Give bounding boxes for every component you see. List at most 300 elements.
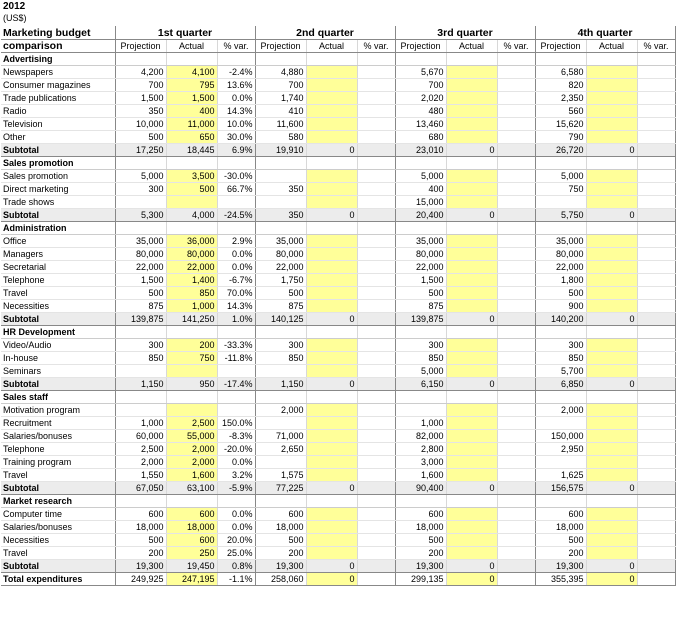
variance-cell[interactable] (497, 560, 535, 573)
variance-cell[interactable] (637, 66, 675, 79)
projection-cell[interactable]: 80,000 (535, 248, 586, 261)
variance-cell[interactable] (497, 456, 535, 469)
actual-cell[interactable] (306, 196, 357, 209)
projection-cell[interactable]: 5,000 (535, 170, 586, 183)
projection-cell[interactable]: 2,000 (115, 456, 166, 469)
variance-cell[interactable] (637, 404, 675, 417)
actual-cell[interactable] (306, 534, 357, 547)
actual-cell[interactable]: 950 (166, 378, 217, 391)
actual-cell[interactable] (586, 170, 637, 183)
actual-cell[interactable] (586, 352, 637, 365)
actual-cell[interactable] (586, 365, 637, 378)
variance-cell[interactable] (357, 469, 395, 482)
actual-cell[interactable] (446, 534, 497, 547)
actual-cell[interactable] (306, 430, 357, 443)
projection-cell[interactable]: 139,875 (115, 313, 166, 326)
projection-cell[interactable] (255, 170, 306, 183)
actual-cell[interactable] (586, 456, 637, 469)
projection-cell[interactable]: 6,580 (535, 66, 586, 79)
actual-cell[interactable] (446, 79, 497, 92)
projection-cell[interactable]: 875 (255, 300, 306, 313)
projection-cell[interactable]: 600 (115, 508, 166, 521)
projection-cell[interactable]: 820 (535, 79, 586, 92)
projection-cell[interactable]: 1,740 (255, 92, 306, 105)
variance-cell[interactable]: 0.0% (217, 521, 255, 534)
variance-cell[interactable]: -30.0% (217, 170, 255, 183)
actual-cell[interactable]: 200 (166, 339, 217, 352)
variance-cell[interactable]: -17.4% (217, 378, 255, 391)
variance-cell[interactable] (357, 196, 395, 209)
actual-cell[interactable] (446, 547, 497, 560)
variance-cell[interactable] (357, 209, 395, 222)
variance-cell[interactable] (637, 521, 675, 534)
actual-cell[interactable] (306, 521, 357, 534)
projection-cell[interactable]: 140,125 (255, 313, 306, 326)
projection-cell[interactable]: 200 (115, 547, 166, 560)
variance-cell[interactable]: 20.0% (217, 534, 255, 547)
actual-cell[interactable] (306, 508, 357, 521)
actual-cell[interactable] (446, 248, 497, 261)
variance-cell[interactable] (637, 456, 675, 469)
variance-cell[interactable] (357, 235, 395, 248)
projection-cell[interactable]: 200 (255, 547, 306, 560)
variance-cell[interactable]: 0.0% (217, 248, 255, 261)
projection-cell[interactable]: 2,800 (395, 443, 446, 456)
variance-cell[interactable] (357, 118, 395, 131)
variance-cell[interactable]: 0.0% (217, 261, 255, 274)
projection-cell[interactable]: 580 (255, 131, 306, 144)
actual-cell[interactable] (586, 105, 637, 118)
projection-cell[interactable]: 22,000 (115, 261, 166, 274)
variance-cell[interactable] (357, 534, 395, 547)
variance-cell[interactable] (497, 248, 535, 261)
projection-cell[interactable]: 1,600 (395, 469, 446, 482)
projection-cell[interactable]: 18,000 (255, 521, 306, 534)
actual-cell[interactable]: 0 (586, 378, 637, 391)
projection-cell[interactable]: 500 (115, 131, 166, 144)
projection-cell[interactable]: 4,880 (255, 66, 306, 79)
actual-cell[interactable] (446, 365, 497, 378)
actual-cell[interactable]: 18,000 (166, 521, 217, 534)
variance-cell[interactable] (497, 547, 535, 560)
projection-cell[interactable]: 500 (395, 534, 446, 547)
variance-cell[interactable] (357, 508, 395, 521)
actual-cell[interactable] (306, 300, 357, 313)
projection-cell[interactable]: 71,000 (255, 430, 306, 443)
variance-cell[interactable] (357, 287, 395, 300)
projection-cell[interactable]: 1,500 (395, 274, 446, 287)
projection-cell[interactable]: 35,000 (115, 235, 166, 248)
actual-cell[interactable] (586, 196, 637, 209)
projection-cell[interactable]: 15,620 (535, 118, 586, 131)
projection-cell[interactable]: 600 (255, 508, 306, 521)
variance-cell[interactable] (497, 274, 535, 287)
actual-cell[interactable] (166, 365, 217, 378)
projection-cell[interactable] (395, 404, 446, 417)
projection-cell[interactable]: 258,060 (255, 573, 306, 586)
actual-cell[interactable]: 600 (166, 508, 217, 521)
actual-cell[interactable]: 4,000 (166, 209, 217, 222)
variance-cell[interactable]: 3.2% (217, 469, 255, 482)
projection-cell[interactable]: 19,300 (535, 560, 586, 573)
variance-cell[interactable] (497, 508, 535, 521)
projection-cell[interactable]: 500 (115, 287, 166, 300)
variance-cell[interactable] (497, 313, 535, 326)
actual-cell[interactable] (306, 456, 357, 469)
variance-cell[interactable] (637, 274, 675, 287)
actual-cell[interactable] (306, 417, 357, 430)
projection-cell[interactable]: 299,135 (395, 573, 446, 586)
actual-cell[interactable] (306, 287, 357, 300)
variance-cell[interactable] (357, 547, 395, 560)
actual-cell[interactable]: 0 (586, 482, 637, 495)
variance-cell[interactable] (357, 443, 395, 456)
projection-cell[interactable]: 300 (395, 339, 446, 352)
projection-cell[interactable]: 19,300 (115, 560, 166, 573)
variance-cell[interactable] (497, 573, 535, 586)
variance-cell[interactable]: -20.0% (217, 443, 255, 456)
projection-cell[interactable]: 850 (395, 352, 446, 365)
actual-cell[interactable]: 795 (166, 79, 217, 92)
actual-cell[interactable]: 0 (306, 482, 357, 495)
variance-cell[interactable] (637, 261, 675, 274)
projection-cell[interactable]: 90,400 (395, 482, 446, 495)
projection-cell[interactable]: 850 (255, 352, 306, 365)
actual-cell[interactable] (586, 131, 637, 144)
actual-cell[interactable] (586, 274, 637, 287)
variance-cell[interactable] (357, 417, 395, 430)
projection-cell[interactable]: 560 (535, 105, 586, 118)
actual-cell[interactable]: 36,000 (166, 235, 217, 248)
actual-cell[interactable] (446, 508, 497, 521)
projection-cell[interactable]: 13,460 (395, 118, 446, 131)
projection-cell[interactable]: 400 (395, 183, 446, 196)
actual-cell[interactable]: 2,500 (166, 417, 217, 430)
actual-cell[interactable] (446, 417, 497, 430)
variance-cell[interactable]: -6.7% (217, 274, 255, 287)
actual-cell[interactable] (446, 183, 497, 196)
projection-cell[interactable]: 5,750 (535, 209, 586, 222)
actual-cell[interactable] (586, 118, 637, 131)
projection-cell[interactable]: 60,000 (115, 430, 166, 443)
actual-cell[interactable]: 0 (586, 144, 637, 157)
variance-cell[interactable]: 150.0% (217, 417, 255, 430)
projection-cell[interactable]: 500 (255, 287, 306, 300)
variance-cell[interactable] (357, 105, 395, 118)
variance-cell[interactable] (357, 313, 395, 326)
projection-cell[interactable]: 2,350 (535, 92, 586, 105)
variance-cell[interactable]: -24.5% (217, 209, 255, 222)
actual-cell[interactable] (586, 534, 637, 547)
actual-cell[interactable] (446, 352, 497, 365)
actual-cell[interactable] (446, 300, 497, 313)
variance-cell[interactable] (637, 196, 675, 209)
variance-cell[interactable] (357, 404, 395, 417)
variance-cell[interactable] (497, 339, 535, 352)
projection-cell[interactable]: 350 (115, 105, 166, 118)
variance-cell[interactable] (497, 443, 535, 456)
projection-cell[interactable]: 23,010 (395, 144, 446, 157)
variance-cell[interactable] (497, 209, 535, 222)
projection-cell[interactable]: 1,000 (395, 417, 446, 430)
variance-cell[interactable]: -1.1% (217, 573, 255, 586)
actual-cell[interactable] (586, 443, 637, 456)
projection-cell[interactable]: 156,575 (535, 482, 586, 495)
variance-cell[interactable] (497, 66, 535, 79)
actual-cell[interactable]: 18,445 (166, 144, 217, 157)
variance-cell[interactable]: 2.9% (217, 235, 255, 248)
actual-cell[interactable] (586, 235, 637, 248)
actual-cell[interactable] (306, 235, 357, 248)
projection-cell[interactable]: 500 (535, 534, 586, 547)
variance-cell[interactable] (637, 92, 675, 105)
projection-cell[interactable] (255, 365, 306, 378)
actual-cell[interactable] (586, 469, 637, 482)
projection-cell[interactable]: 500 (255, 534, 306, 547)
projection-cell[interactable]: 77,225 (255, 482, 306, 495)
projection-cell[interactable]: 35,000 (395, 235, 446, 248)
variance-cell[interactable] (637, 300, 675, 313)
variance-cell[interactable] (357, 92, 395, 105)
variance-cell[interactable] (497, 92, 535, 105)
actual-cell[interactable] (446, 235, 497, 248)
projection-cell[interactable]: 19,300 (395, 560, 446, 573)
variance-cell[interactable] (637, 313, 675, 326)
projection-cell[interactable]: 2,950 (535, 443, 586, 456)
actual-cell[interactable]: 750 (166, 352, 217, 365)
variance-cell[interactable] (497, 417, 535, 430)
projection-cell[interactable]: 850 (535, 352, 586, 365)
variance-cell[interactable] (637, 235, 675, 248)
actual-cell[interactable]: 2,000 (166, 443, 217, 456)
variance-cell[interactable] (357, 248, 395, 261)
actual-cell[interactable] (446, 521, 497, 534)
projection-cell[interactable]: 300 (115, 339, 166, 352)
projection-cell[interactable]: 80,000 (395, 248, 446, 261)
projection-cell[interactable]: 5,300 (115, 209, 166, 222)
actual-cell[interactable] (306, 274, 357, 287)
actual-cell[interactable]: 63,100 (166, 482, 217, 495)
variance-cell[interactable] (497, 261, 535, 274)
projection-cell[interactable]: 410 (255, 105, 306, 118)
variance-cell[interactable] (637, 430, 675, 443)
projection-cell[interactable]: 11,600 (255, 118, 306, 131)
variance-cell[interactable]: 14.3% (217, 300, 255, 313)
actual-cell[interactable]: 1,000 (166, 300, 217, 313)
actual-cell[interactable] (306, 170, 357, 183)
projection-cell[interactable]: 300 (535, 339, 586, 352)
actual-cell[interactable] (446, 404, 497, 417)
variance-cell[interactable] (637, 287, 675, 300)
projection-cell[interactable]: 67,050 (115, 482, 166, 495)
variance-cell[interactable] (637, 248, 675, 261)
variance-cell[interactable] (357, 79, 395, 92)
variance-cell[interactable] (217, 196, 255, 209)
projection-cell[interactable]: 2,000 (255, 404, 306, 417)
actual-cell[interactable] (586, 547, 637, 560)
variance-cell[interactable] (637, 209, 675, 222)
projection-cell[interactable]: 5,000 (395, 365, 446, 378)
variance-cell[interactable]: -33.3% (217, 339, 255, 352)
projection-cell[interactable]: 4,200 (115, 66, 166, 79)
projection-cell[interactable]: 600 (535, 508, 586, 521)
projection-cell[interactable]: 1,550 (115, 469, 166, 482)
projection-cell[interactable]: 17,250 (115, 144, 166, 157)
actual-cell[interactable]: 0 (586, 560, 637, 573)
actual-cell[interactable] (446, 105, 497, 118)
projection-cell[interactable]: 10,000 (115, 118, 166, 131)
variance-cell[interactable] (357, 144, 395, 157)
projection-cell[interactable]: 1,500 (115, 274, 166, 287)
actual-cell[interactable] (306, 365, 357, 378)
variance-cell[interactable]: 1.0% (217, 313, 255, 326)
projection-cell[interactable]: 82,000 (395, 430, 446, 443)
projection-cell[interactable] (115, 196, 166, 209)
variance-cell[interactable] (637, 118, 675, 131)
actual-cell[interactable]: 850 (166, 287, 217, 300)
variance-cell[interactable]: 25.0% (217, 547, 255, 560)
projection-cell[interactable]: 19,910 (255, 144, 306, 157)
variance-cell[interactable]: 0.0% (217, 456, 255, 469)
variance-cell[interactable]: 30.0% (217, 131, 255, 144)
projection-cell[interactable]: 18,000 (395, 521, 446, 534)
variance-cell[interactable] (637, 131, 675, 144)
actual-cell[interactable] (446, 339, 497, 352)
actual-cell[interactable] (306, 339, 357, 352)
projection-cell[interactable]: 350 (255, 183, 306, 196)
variance-cell[interactable] (497, 365, 535, 378)
actual-cell[interactable] (446, 443, 497, 456)
actual-cell[interactable] (586, 79, 637, 92)
projection-cell[interactable]: 18,000 (535, 521, 586, 534)
projection-cell[interactable] (255, 417, 306, 430)
projection-cell[interactable]: 680 (395, 131, 446, 144)
variance-cell[interactable]: -2.4% (217, 66, 255, 79)
actual-cell[interactable] (446, 287, 497, 300)
projection-cell[interactable]: 2,500 (115, 443, 166, 456)
projection-cell[interactable]: 6,150 (395, 378, 446, 391)
actual-cell[interactable] (446, 131, 497, 144)
actual-cell[interactable]: 650 (166, 131, 217, 144)
projection-cell[interactable] (255, 196, 306, 209)
actual-cell[interactable] (306, 131, 357, 144)
projection-cell[interactable]: 5,670 (395, 66, 446, 79)
projection-cell[interactable]: 1,750 (255, 274, 306, 287)
projection-cell[interactable]: 700 (395, 79, 446, 92)
variance-cell[interactable] (497, 287, 535, 300)
projection-cell[interactable] (535, 417, 586, 430)
actual-cell[interactable]: 0 (306, 378, 357, 391)
variance-cell[interactable] (357, 430, 395, 443)
actual-cell[interactable]: 4,100 (166, 66, 217, 79)
projection-cell[interactable]: 3,000 (395, 456, 446, 469)
actual-cell[interactable]: 11,000 (166, 118, 217, 131)
variance-cell[interactable] (357, 456, 395, 469)
variance-cell[interactable] (497, 430, 535, 443)
variance-cell[interactable] (357, 339, 395, 352)
projection-cell[interactable] (535, 456, 586, 469)
variance-cell[interactable] (357, 300, 395, 313)
actual-cell[interactable]: 1,400 (166, 274, 217, 287)
variance-cell[interactable] (497, 196, 535, 209)
actual-cell[interactable] (306, 443, 357, 456)
variance-cell[interactable] (637, 352, 675, 365)
actual-cell[interactable] (586, 430, 637, 443)
variance-cell[interactable] (637, 339, 675, 352)
projection-cell[interactable]: 2,650 (255, 443, 306, 456)
projection-cell[interactable]: 18,000 (115, 521, 166, 534)
variance-cell[interactable] (497, 235, 535, 248)
variance-cell[interactable] (497, 534, 535, 547)
variance-cell[interactable] (357, 352, 395, 365)
variance-cell[interactable] (497, 378, 535, 391)
actual-cell[interactable] (446, 469, 497, 482)
actual-cell[interactable]: 0 (446, 209, 497, 222)
actual-cell[interactable]: 19,450 (166, 560, 217, 573)
actual-cell[interactable] (166, 196, 217, 209)
actual-cell[interactable] (306, 547, 357, 560)
actual-cell[interactable]: 22,000 (166, 261, 217, 274)
variance-cell[interactable] (357, 573, 395, 586)
projection-cell[interactable]: 5,000 (115, 170, 166, 183)
projection-cell[interactable]: 350 (255, 209, 306, 222)
variance-cell[interactable] (357, 521, 395, 534)
variance-cell[interactable] (637, 573, 675, 586)
projection-cell[interactable]: 300 (115, 183, 166, 196)
actual-cell[interactable]: 400 (166, 105, 217, 118)
actual-cell[interactable] (586, 66, 637, 79)
variance-cell[interactable] (357, 378, 395, 391)
actual-cell[interactable]: 600 (166, 534, 217, 547)
variance-cell[interactable] (357, 170, 395, 183)
actual-cell[interactable] (586, 183, 637, 196)
actual-cell[interactable] (306, 66, 357, 79)
variance-cell[interactable]: 70.0% (217, 287, 255, 300)
projection-cell[interactable]: 500 (535, 287, 586, 300)
actual-cell[interactable] (166, 404, 217, 417)
variance-cell[interactable] (637, 105, 675, 118)
variance-cell[interactable] (497, 482, 535, 495)
actual-cell[interactable]: 247,195 (166, 573, 217, 586)
actual-cell[interactable] (586, 248, 637, 261)
actual-cell[interactable]: 0 (446, 378, 497, 391)
projection-cell[interactable]: 20,400 (395, 209, 446, 222)
projection-cell[interactable]: 140,200 (535, 313, 586, 326)
actual-cell[interactable]: 0 (586, 573, 637, 586)
variance-cell[interactable] (637, 183, 675, 196)
projection-cell[interactable]: 22,000 (395, 261, 446, 274)
projection-cell[interactable]: 355,395 (535, 573, 586, 586)
actual-cell[interactable]: 141,250 (166, 313, 217, 326)
actual-cell[interactable] (306, 183, 357, 196)
actual-cell[interactable] (586, 339, 637, 352)
actual-cell[interactable]: 3,500 (166, 170, 217, 183)
actual-cell[interactable] (306, 118, 357, 131)
actual-cell[interactable]: 0 (446, 573, 497, 586)
variance-cell[interactable] (637, 79, 675, 92)
actual-cell[interactable] (586, 261, 637, 274)
projection-cell[interactable]: 1,500 (115, 92, 166, 105)
actual-cell[interactable]: 55,000 (166, 430, 217, 443)
projection-cell[interactable]: 1,575 (255, 469, 306, 482)
projection-cell[interactable]: 500 (395, 287, 446, 300)
variance-cell[interactable] (497, 521, 535, 534)
projection-cell[interactable]: 900 (535, 300, 586, 313)
projection-cell[interactable]: 15,000 (395, 196, 446, 209)
variance-cell[interactable] (357, 131, 395, 144)
projection-cell[interactable] (535, 196, 586, 209)
actual-cell[interactable]: 0 (306, 144, 357, 157)
